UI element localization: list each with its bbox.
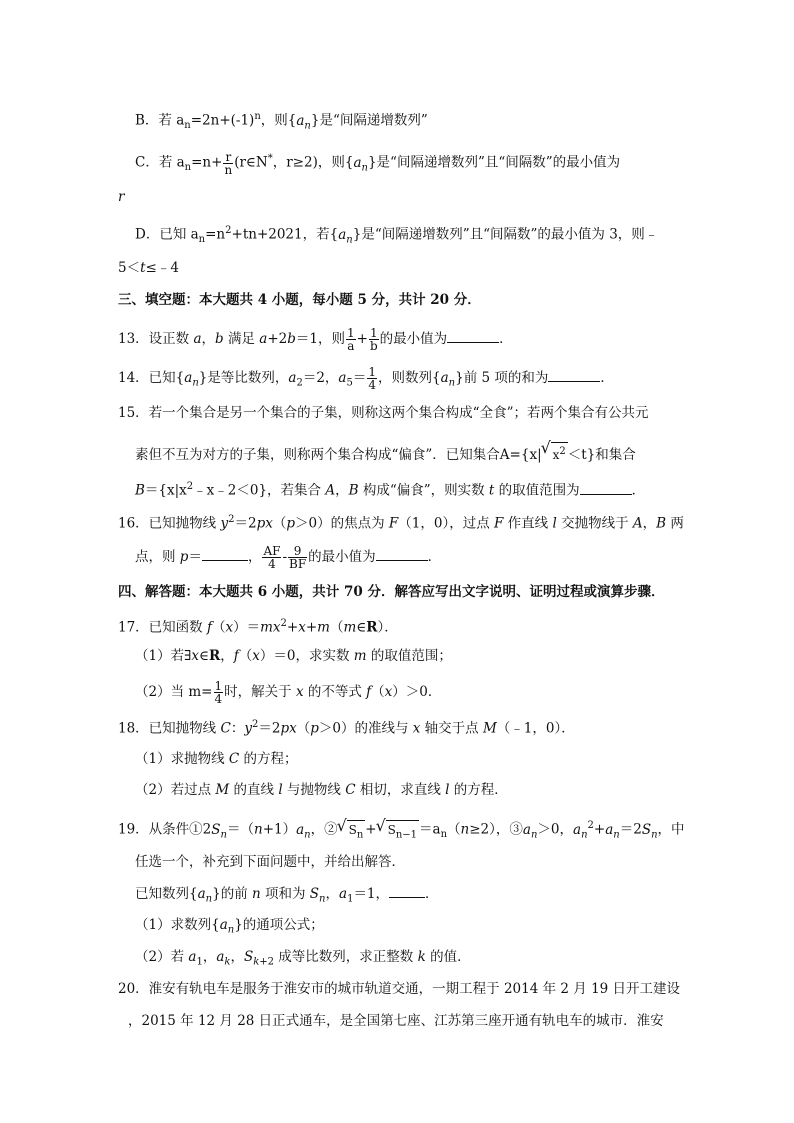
option-c-line1: C．若 $a_n=n+$ $\frac{r}{n}$ (r∈N*，r≥2)，则$\{a_n\}$是“间隔递增数列”且“间隔数”的最小值为 [135, 149, 621, 177]
question-19-part2: （2）若 $a_1$，$a_k$，$S_{k+2}$ 成等比数列，求正整数 k 的值． [135, 949, 471, 968]
question-20-line1: 20．淮安有轨电车是服务于淮安市的城市轨道交通，一期工程于 2014 年 2 月 19 日开工建设 [118, 981, 681, 997]
question-14: 14．已知$\{a_n\}$是等比数列，$a_2=2$，$a_5=$ $\frac{1}{4}$ ，则数列$\{a_n\}$前 5 项的和为 ． [118, 365, 614, 392]
question-18: 18．已知抛物线 C：$y^2=2px(p>0)$的准线与 x 轴交于点 M（﹣1，0）． [118, 719, 575, 737]
question-18-part2: （2）若过点 M 的直线 l 与抛物线 C 相切，求直线 l 的方程． [135, 782, 508, 798]
question-15-line2: 素但不互为对方的子集，则称两个集合构成“偏食”．已知集合A={x|√ $x^2 <t$}和集合 [135, 442, 636, 464]
question-16-line1: 16．已知抛物线 $y^2=2px(p>0)$的焦点为 F（1，0），过点 F 作直线 l 交抛物线于 A，B 两 [118, 514, 684, 532]
question-15-line3: $B=\{x|x^2﹣x﹣2<0\}$，若集合 A，B 构成“偏食”，则实数 t 的取值范围为 ． [135, 481, 646, 499]
section-3-heading: 三、填空题：本大题共 4 小题，每小题 5 分，共计 20 分． [118, 292, 481, 308]
question-18-part1: （1）求抛物线 C 的方程； [135, 751, 298, 767]
question-17: 17．已知函数 $f(x)=mx^2+x+m(m\in R)$． [118, 618, 398, 636]
question-13: 13．设正数 a，b 满足 a+2b＝1，则 $\frac{1}{a}$ + $\frac{1}{b}$ 的最小值为 ． [118, 326, 513, 353]
question-19-line1: 19．从条件$①2S_n=(n+1)a_n$，②√ $S_n$ +√ $S_{n-1} =a_n(n\ge 2)$，$③a_n>0$，$a_n^2+a_n=2S_n$，中 [118, 817, 685, 844]
option-b: B．若 $a_n=2n+(-1)^n$，则$\{a_n\}$是“间隔递增数列” [135, 111, 428, 132]
question-17-part2: （2）当 m= $\frac{1}{4}$ 时，解关于 x 的不等式 f（x）＞0． [135, 679, 442, 706]
question-20-line2: ，2015 年 12 月 28 日正式通车，是全国第七座、江苏第三座开通有轨电车的城市．淮安 [128, 1013, 664, 1029]
option-d-line1: D．已知 $a_n=n^2+tn+2021$，若$\{a_n\}$是“间隔递增数列”且“间隔数”的最小值为 3，则﹣ [135, 225, 659, 246]
section-4-heading: 四、解答题：本大题共 6 小题，共计 70 分．解答应写出文字说明、证明过程或演算步骤． [118, 584, 665, 600]
question-17-part1: （1）若∃x∈R，f（x）＝0，求实数 m 的取值范围； [135, 648, 452, 664]
option-d-line2: 5＜t≤﹣4 [118, 260, 179, 276]
question-19-line2: 任选一个，补充到下面问题中，并给出解答． [135, 854, 405, 870]
question-19-line3: 已知数列$\{a_n\}$的前 n 项和为 $S_n$，$a_1=1$， ． [135, 886, 439, 905]
option-c-line2: r [118, 189, 125, 205]
question-16-line2: 点，则 p＝ ， $\frac{AF}{4}$ - $\frac{9}{BF}$ 的最小值为 ． [135, 544, 442, 571]
question-15-line1: 15．若一个集合是另一个集合的子集，则称这两个集合构成“全食”；若两个集合有公共元 [118, 405, 649, 421]
question-19-part1: （1）求数列$\{a_n\}$的通项公式； [135, 917, 324, 936]
